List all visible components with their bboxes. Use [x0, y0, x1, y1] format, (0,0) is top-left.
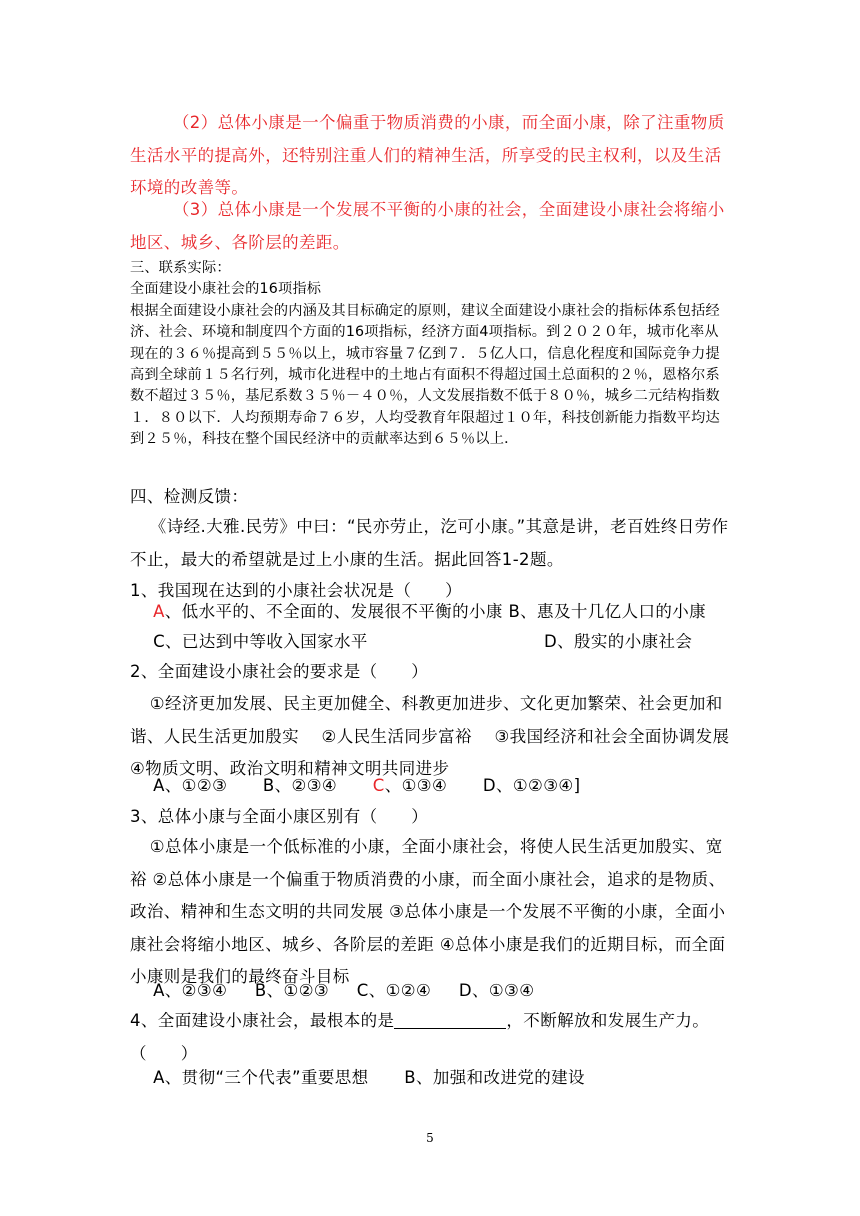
question-3-options — [130, 975, 753, 1008]
option-d: D、①③④ — [458, 981, 535, 1000]
question-4-options — [130, 1062, 753, 1095]
option-b: B、①②③ — [254, 981, 330, 1000]
option-d: D、①②③④] — [482, 776, 581, 795]
question-4-stem — [130, 1005, 730, 1070]
section-3 — [130, 258, 730, 451]
option-a: A、①②③ — [153, 776, 228, 795]
fill-in-blank — [394, 1012, 506, 1029]
option-letter-c-answer: C — [372, 776, 385, 795]
option-b: B、惠及十几亿人口的小康 — [508, 602, 707, 621]
option-a: A、贯彻“三个代表”重要思想 — [153, 1068, 369, 1087]
section-3-heading: 三、联系实际： — [130, 260, 231, 276]
question-2-options — [130, 770, 753, 803]
question-4-stem-before: 4、全面建设小康社会，最根本的是 — [130, 1011, 395, 1030]
question-1-options-row1 — [130, 596, 753, 629]
point-2-paragraph: （2）总体小康是一个偏重于物质消费的小康，而全面小康，除了注重物质生活水平的提高外，还特别注重人们的精神生活，所享受的民主权利，以及生活环境的改善等。 — [130, 113, 725, 197]
option-a: 、低水平的、不全面的、发展很不平衡的小康 — [164, 602, 503, 621]
question-3-stem: 3、总体小康与全面小康区别有（ ） — [130, 807, 429, 826]
option-b: B、②③④ — [262, 776, 338, 795]
question-3-body: ①总体小康是一个低标准的小康，全面小康社会，将使人民生活更加殷实、宽裕 ②总体小康是一个偏重于物质消费的小康，而全面小康社会，追求的是物质、政治、精神和生态文明的共同发展 ③总体小康是一个发展不平衡的小康，全面小康社会将缩小地区、城乡、各阶层的差距 ④总体小康是我们的近期目标，而全面小康则是我们的最终奋斗目标 — [130, 837, 726, 986]
page-number: 5 — [426, 1131, 434, 1145]
question-2-body: ①经济更加发展、民主更加健全、科教更加进步、文化更加繁荣、社会更加和谐、人民生活更加殷实 ②人民生活同步富裕 ③我国经济和社会全面协调发展 ④物质文明、政治文明和精神文明共同进步 — [130, 694, 752, 778]
option-d: D、殷实的小康社会 — [544, 632, 693, 651]
section-3-body: 根据全面建设小康社会的内涵及其目标确定的原则，建议全面建设小康社会的指标体系包括经济、社会、环境和制度四个方面的16项指标，经济方面4项指标。到２０２０年，城市化率从现在的３６％提高到５５％以上，城市容量７亿到７．５亿人口，信息化程度和国际竞争力提高到全球前１５名行列，城市化进程中的土地占有面积不得超过国土总面积的２％，恩格尔系数不超过３５％，基尼系数３５％－４０％，人文发展指数不低于８０％，城乡二元结构指数１．８０以下．人均预期寿命７６岁，人均受教育年限超过１０年，科技创新能力指数平均达到２５％，科技在整个国民经济中的贡献率达到６５％以上． — [130, 302, 720, 448]
section-4-intro: 《诗经.大雅.民劳》中曰：“民亦劳止，汔可小康。”其意是讲，老百姓终日劳作不止，最大的希望就是过上小康的生活。据此回答1-2题。 — [130, 517, 729, 569]
option-c: C、已达到中等收入国家水平 — [153, 632, 368, 651]
point-3-paragraph: （3）总体小康是一个发展不平衡的小康的社会，全面建设小康社会将缩小地区、城乡、各阶层的差距。 — [130, 200, 725, 252]
option-c: 、①③④ — [384, 776, 448, 795]
option-c: C、①②④ — [356, 981, 432, 1000]
option-b: B、加强和改进党的建设 — [404, 1068, 585, 1087]
section-3-subheading: 全面建设小康社会的16项指标 — [130, 281, 322, 298]
question-1-options-row2 — [130, 626, 753, 659]
option-letter-a-answer: A — [153, 602, 165, 621]
question-2-stem: 2、全面建设小康社会的要求是（ ） — [130, 662, 429, 681]
question-4-stem-after: ，不断解放和发展生产力。（ ） — [130, 1011, 710, 1063]
option-a: A、②③④ — [153, 981, 228, 1000]
section-4-heading: 四、检测反馈： — [130, 487, 249, 506]
question-1-stem: 1、我国现在达到的小康社会状况是（ ） — [130, 581, 462, 600]
